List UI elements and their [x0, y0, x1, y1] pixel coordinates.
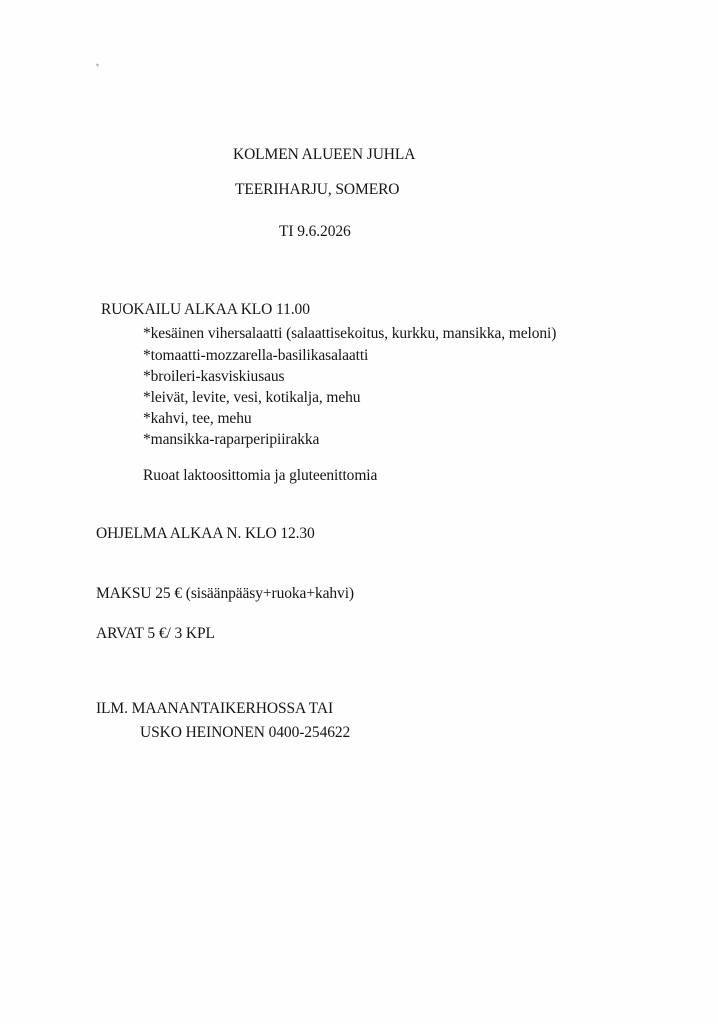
scan-speck [96, 63, 100, 66]
registration-line-1: ILM. MAANANTAIKERHOSSA TAI [96, 700, 334, 717]
menu-item: *mansikka-raparperipiirakka [143, 431, 320, 448]
program-start: OHJELMA ALKAA N. KLO 12.30 [96, 525, 315, 542]
menu-item: *leivät, levite, vesi, kotikalja, mehu [143, 389, 361, 406]
menu-item: *kesäinen vihersalaatti (salaattisekoitus, kurkku, mansikka, meloni) [143, 325, 557, 342]
event-location: TEERIHARJU, SOMERO [235, 181, 400, 198]
menu-item: *tomaatti-mozzarella-basilikasalaatti [143, 347, 369, 364]
meal-heading: RUOKAILU ALKAA KLO 11.00 [101, 301, 310, 318]
event-title: KOLMEN ALUEEN JUHLA [233, 146, 416, 163]
menu-item: *broileri-kasviskiusaus [143, 368, 285, 385]
event-date: TI 9.6.2026 [279, 223, 351, 240]
diet-note: Ruoat laktoosittomia ja gluteenittomia [143, 467, 378, 484]
lottery-info: ARVAT 5 €/ 3 KPL [96, 625, 215, 642]
payment-info: MAKSU 25 € (sisäänpääsy+ruoka+kahvi) [96, 585, 354, 602]
registration-line-2: USKO HEINONEN 0400-254622 [140, 724, 351, 741]
menu-item: *kahvi, tee, mehu [143, 410, 252, 427]
